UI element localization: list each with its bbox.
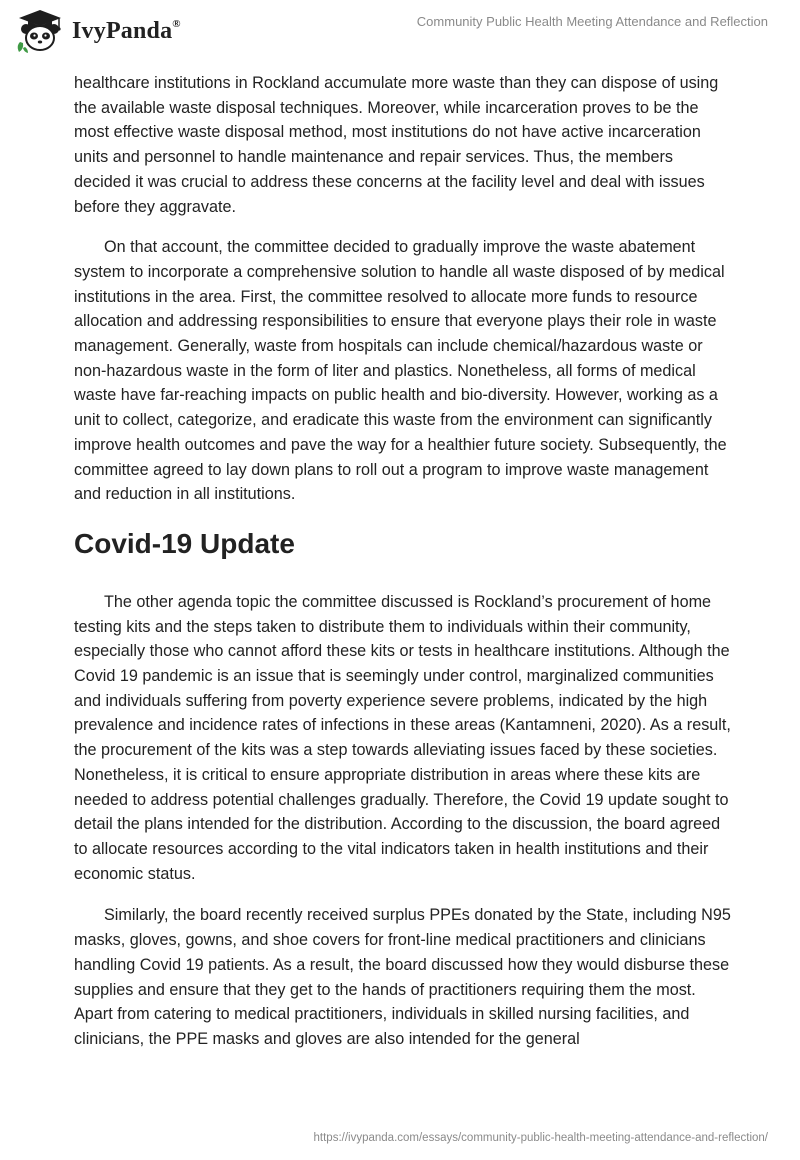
paragraph-4: Similarly, the board recently received surplus PPEs donated by the State, including N95 masks, gloves, gowns, and shoe covers for front-line medical practitioners and clinicians handling Covid 19 patients. As a result, the board discussed how they would disburse these supplies and ensure that they get to the hands of practitioners requiring them the most. Apart from catering to medical practitioners, individuals in skilled nursing facilities, and clinicians, the PPE masks and gloves are also intended for the general [74,906,731,1048]
paragraph-2: On that account, the committee decided to gradually improve the waste abatement system to incorporate a comprehensive solution to handle all waste disposed of by medical institutions in the area. First, the committee resolved to allocate more funds to resource allocation and addressing responsibilities to ensure that everyone plays their role in waste management. Generally, waste from hospitals can include chemical/hazardous waste or non-hazardous waste in the form of liter and plastics. Nonetheless, all forms of medical waste have far-reaching impacts on public health and bio-diversity. However, working as a unit to collect, categorize, and eradicate this waste from the environment can significantly improve health outcomes and pave the way for a healthier future society. Subsequently, the committee agreed to lay down plans to roll out a program to improve waste management and reduction in all institutions. [74,238,727,504]
source-url[interactable]: https://ivypanda.com/essays/community-public-health-meeting-attendance-and-reflection/ [313,1132,768,1144]
document-title: Community Public Health Meeting Attendance and Reflection [416,14,768,29]
paragraph-1: healthcare institutions in Rockland accumulate more waste than they can dispose of using the available waste disposal techniques. Moreover, while incarceration proves to be the most effective waste disposal method, most institutions do not have active incarceration units and personnel to handle maintenance and repair services. Thus, the members decided it was crucial to address these concerns at the facility level and deal with issues before they aggravate. [74,74,719,216]
essay-content [74,71,734,1052]
panda-graduate-icon [14,8,66,54]
ivypanda-logo[interactable] [14,8,181,54]
brand-name: IvyPanda® [72,17,181,44]
paragraph-3: The other agenda topic the committee discussed is Rockland’s procurement of home testing kits and the steps taken to distribute them to individuals within their community, especially those who cannot afford these kits or tests in healthcare institutions. Although the Covid 19 pandemic is an issue that is seemingly under control, marginalized communities and individuals suffering from poverty experience severe problems, indicated by the high prevalence and incidence rates of infections in these areas (Kantamneni, 2020). As a result, the procurement of the kits was a step towards alleviating issues faced by these societies. Nonetheless, it is critical to ensure appropriate distribution in areas where these kits are needed to address potential challenges gradually. Therefore, the Covid 19 update sought to detail the plans intended for the distribution. According to the discussion, the board agreed to allocate resources according to the vital indicators taken in health institutions and their economic status. [74,592,731,883]
section-heading: Covid-19 Update [74,527,295,559]
page-header [0,0,800,64]
